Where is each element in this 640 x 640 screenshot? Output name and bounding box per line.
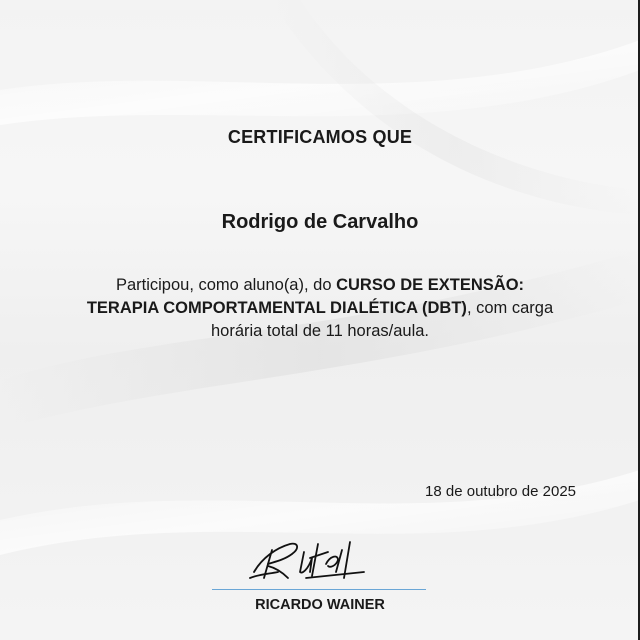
certificate-heading: CERTIFICAMOS QUE [227,127,413,147]
recipient-name: Rodrigo de Carvalho [221,211,419,233]
body-after-course: , com carga [466,299,554,317]
body-hours: horária total de 11 horas/aula. [210,322,429,340]
certificate-body [40,274,600,343]
signature-line [212,589,426,590]
body-intro: Participou, como aluno(a), do [115,276,337,294]
course-title-line2: TERAPIA COMPORTAMENTAL DIALÉTICA (DBT) [86,299,467,317]
certificate-date: 18 de outubro de 2025 [425,483,576,500]
course-title-line1: CURSO DE EXTENSÃO: [336,276,525,294]
handwritten-signature [246,528,396,586]
signer-name: RICARDO WAINER [255,597,385,613]
